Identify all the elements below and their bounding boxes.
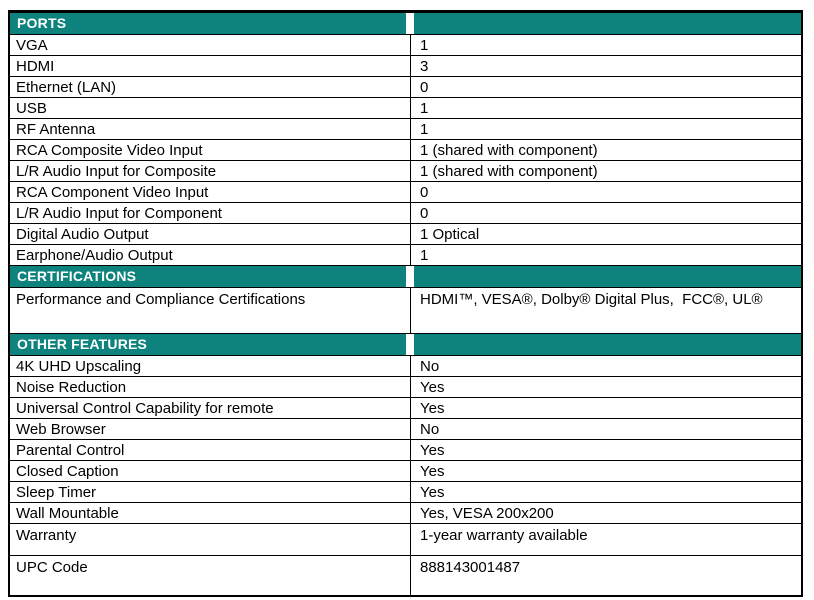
spec-value-cell: 0	[410, 203, 801, 223]
spec-row	[10, 418, 801, 439]
spec-label-cell: HDMI	[16, 57, 55, 75]
spec-row	[10, 97, 801, 118]
spec-value-cell: 1	[410, 245, 801, 265]
spec-label-cell: Universal Control Capability for remote	[16, 399, 274, 417]
spec-value-cell: 1	[410, 119, 801, 139]
spec-row	[10, 439, 801, 460]
spec-value-cell: Yes	[410, 440, 801, 460]
spec-label-cell: RCA Component Video Input	[16, 183, 209, 201]
section-header-certifications	[10, 265, 801, 287]
section-title: OTHER FEATURES	[10, 334, 410, 355]
spec-row	[10, 181, 801, 202]
spec-value-cell: 3	[410, 56, 801, 76]
spec-label-cell: 4K UHD Upscaling	[16, 357, 142, 375]
spec-row	[10, 502, 801, 523]
section-title: CERTIFICATIONS	[10, 266, 410, 287]
section-header-ports	[10, 12, 801, 34]
spec-row	[10, 55, 801, 76]
section-header-spacer	[410, 266, 801, 287]
spec-row	[10, 139, 801, 160]
spec-row	[10, 355, 801, 376]
spec-value-cell: No	[410, 419, 801, 439]
spec-label-cell: UPC Code	[16, 559, 88, 576]
spec-value-cell: 0	[410, 77, 801, 97]
spec-row	[10, 287, 801, 333]
spec-label-cell: Digital Audio Output	[16, 225, 149, 243]
section-header-spacer	[410, 334, 801, 355]
spec-row	[10, 397, 801, 418]
spec-value-cell: No	[410, 356, 801, 376]
spec-value-cell: 1 (shared with component)	[410, 140, 801, 160]
spec-value-cell: Yes	[410, 398, 801, 418]
section-header-spacer	[410, 13, 801, 34]
spec-label-cell: Ethernet (LAN)	[16, 78, 117, 96]
spec-value-cell: 1	[410, 35, 801, 55]
spec-value-cell: HDMI™, VESA®, Dolby® Digital Plus, FCC®, UL®	[410, 288, 801, 333]
spec-label-cell: RCA Composite Video Input	[16, 141, 203, 159]
section-header-other-features	[10, 333, 801, 355]
spec-label-cell: VGA	[16, 36, 48, 54]
spec-label-cell: L/R Audio Input for Composite	[16, 162, 217, 180]
spec-label-cell: USB	[16, 99, 47, 117]
spec-label-cell: Noise Reduction	[16, 378, 127, 396]
spec-row	[10, 460, 801, 481]
spec-label-cell: RF Antenna	[16, 120, 96, 138]
spec-row	[10, 76, 801, 97]
spec-value-cell: 0	[410, 182, 801, 202]
spec-value-cell: Yes	[410, 482, 801, 502]
spec-value-cell: Yes, VESA 200x200	[410, 503, 801, 523]
spec-row	[10, 481, 801, 502]
spec-label-cell: Warranty	[16, 527, 77, 544]
spec-value-cell: Yes	[410, 377, 801, 397]
spec-label-cell: Web Browser	[16, 420, 106, 438]
spec-row	[10, 244, 801, 265]
spec-row	[10, 160, 801, 181]
spec-label-cell: Earphone/Audio Output	[16, 246, 173, 264]
spec-row	[10, 376, 801, 397]
spec-row	[10, 523, 801, 555]
spec-row	[10, 34, 801, 55]
spec-value-cell: 1	[410, 98, 801, 118]
spec-label-cell: L/R Audio Input for Component	[16, 204, 222, 222]
spec-value-cell: 888143001487	[410, 556, 801, 595]
spec-table	[8, 10, 803, 597]
spec-row	[10, 223, 801, 244]
spec-value-cell: 1 Optical	[410, 224, 801, 244]
spec-value-cell: 1-year warranty available	[410, 524, 801, 555]
spec-row	[10, 202, 801, 223]
spec-label-cell: Sleep Timer	[16, 483, 97, 501]
spec-label-cell: Wall Mountable	[16, 504, 119, 522]
spec-row	[10, 118, 801, 139]
spec-label-cell: Closed Caption	[16, 462, 119, 480]
spec-value-cell: 1 (shared with component)	[410, 161, 801, 181]
spec-row	[10, 555, 801, 595]
spec-value-cell: Yes	[410, 461, 801, 481]
spec-label-cell: Parental Control	[16, 441, 125, 459]
spec-label-cell: Performance and Compliance Certifications	[16, 291, 306, 308]
section-title: PORTS	[10, 13, 410, 34]
